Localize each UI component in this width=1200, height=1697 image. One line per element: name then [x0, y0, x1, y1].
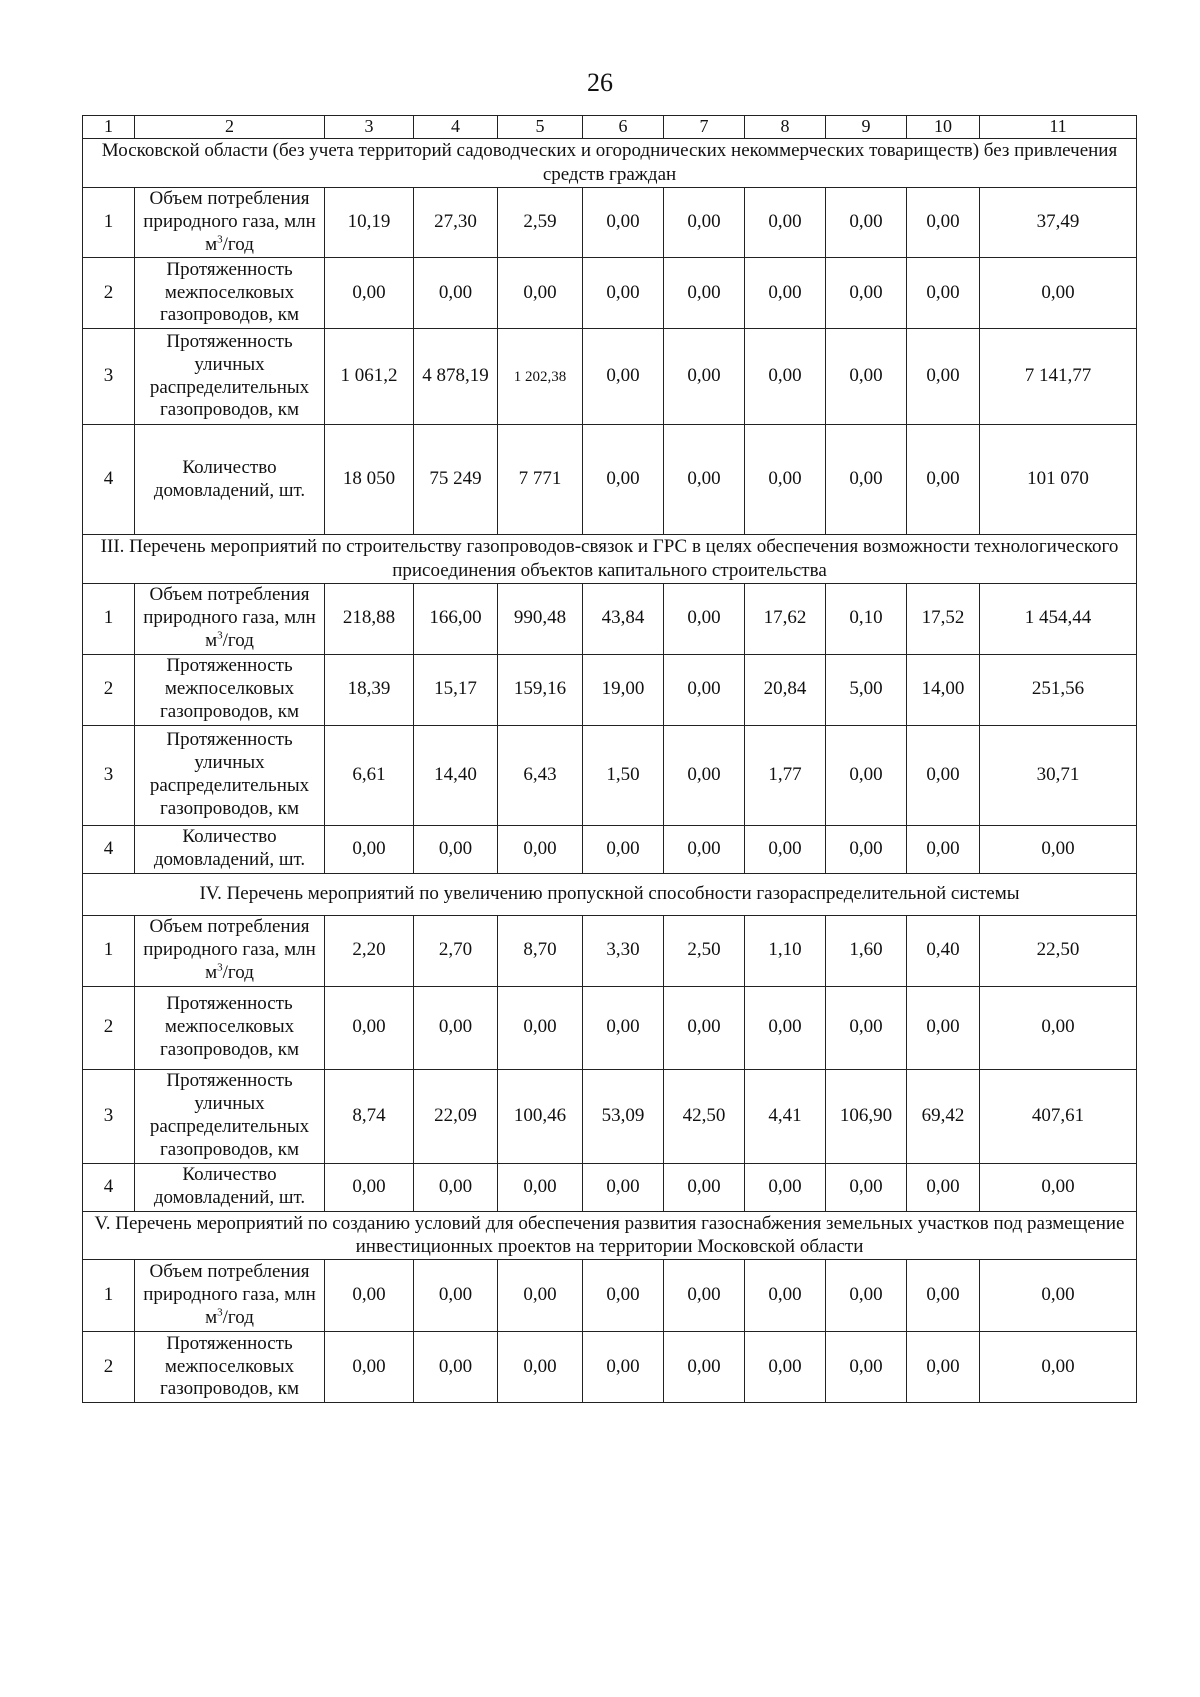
- value-cell: 0,00: [907, 986, 980, 1069]
- table-row: [83, 1260, 1137, 1332]
- value-cell: 0,00: [583, 329, 664, 425]
- indicator-name: Количество домовладений, шт.: [135, 825, 325, 873]
- value-cell: 22,50: [980, 915, 1137, 986]
- value-cell: 7 771: [498, 425, 583, 535]
- column-header: 10: [907, 116, 980, 139]
- indicator-label-text: Объем потребления природного газа, млн м: [143, 188, 316, 255]
- value-cell: 0,00: [498, 258, 583, 329]
- value-cell: 10,19: [325, 188, 414, 258]
- value-cell: 2,59: [498, 188, 583, 258]
- section-title: III. Перечень мероприятий по строительству газопроводов-связок и ГРС в целях обеспечения возможности технологического присоединения объектов капитального строительства: [83, 535, 1137, 584]
- value-cell: 0,00: [664, 1260, 745, 1332]
- value-cell: 18,39: [325, 654, 414, 725]
- value-cell: 8,74: [325, 1069, 414, 1163]
- value-cell: 0,00: [664, 825, 745, 873]
- value-cell: 0,00: [826, 425, 907, 535]
- row-number: 2: [83, 1332, 135, 1403]
- table-row: [83, 329, 1137, 425]
- value-cell: 1 454,44: [980, 583, 1137, 654]
- indicator-label-text: Объем потребления природного газа, млн м: [143, 584, 316, 651]
- unit-superscript: 3: [217, 961, 223, 974]
- row-number: 2: [83, 654, 135, 725]
- value-cell: 17,52: [907, 583, 980, 654]
- value-cell: 22,09: [414, 1069, 498, 1163]
- section-title: IV. Перечень мероприятий по увеличению пропускной способности газораспределительной системы: [83, 873, 1137, 915]
- value-cell: 0,00: [583, 425, 664, 535]
- value-cell: 8,70: [498, 915, 583, 986]
- value-cell: 0,00: [325, 986, 414, 1069]
- value-cell: 0,10: [826, 583, 907, 654]
- value-cell: 0,00: [980, 258, 1137, 329]
- column-header: 7: [664, 116, 745, 139]
- unit-superscript: 3: [217, 233, 223, 246]
- indicator-name: Протяженность уличных распределительных газопроводов, км: [135, 329, 325, 425]
- value-cell: 0,00: [583, 188, 664, 258]
- value-cell: 0,00: [498, 1332, 583, 1403]
- section-title-row: [83, 1211, 1137, 1260]
- value-cell: 0,00: [826, 329, 907, 425]
- indicator-label-unit: /год: [222, 961, 254, 983]
- value-cell: 407,61: [980, 1069, 1137, 1163]
- indicator-name: Количество домовладений, шт.: [135, 425, 325, 535]
- value-cell: 2,20: [325, 915, 414, 986]
- value-cell: 0,00: [664, 258, 745, 329]
- value-cell: 0,00: [325, 1163, 414, 1211]
- table-row: [83, 725, 1137, 825]
- value-cell: 990,48: [498, 583, 583, 654]
- table-row: [83, 1163, 1137, 1211]
- value-cell: 0,00: [414, 258, 498, 329]
- value-cell: 6,43: [498, 725, 583, 825]
- unit-superscript: 3: [217, 629, 223, 642]
- column-header: 11: [980, 116, 1137, 139]
- value-cell: 3,30: [583, 915, 664, 986]
- value-cell: 5,00: [826, 654, 907, 725]
- value-cell: 0,00: [980, 1260, 1137, 1332]
- value-cell: 0,00: [583, 1332, 664, 1403]
- value-cell: 0,00: [745, 986, 826, 1069]
- value-cell: 6,61: [325, 725, 414, 825]
- table-body: [83, 116, 1137, 1403]
- section-title-row: [83, 873, 1137, 915]
- value-cell: 0,00: [826, 986, 907, 1069]
- value-cell: 30,71: [980, 725, 1137, 825]
- value-cell: 20,84: [745, 654, 826, 725]
- table-row: [83, 583, 1137, 654]
- value-cell: 0,00: [325, 1260, 414, 1332]
- page-number: 26: [587, 68, 613, 97]
- value-cell: 0,00: [826, 1163, 907, 1211]
- indicator-name: [135, 915, 325, 986]
- table-row: [83, 915, 1137, 986]
- value-cell: 43,84: [583, 583, 664, 654]
- section-title-row: [83, 535, 1137, 584]
- value-cell: 0,00: [664, 986, 745, 1069]
- value-cell: 4,41: [745, 1069, 826, 1163]
- value-cell: 0,00: [664, 425, 745, 535]
- value-cell: 0,00: [745, 1260, 826, 1332]
- row-number: 4: [83, 825, 135, 873]
- table-row: [83, 425, 1137, 535]
- value-cell: 0,00: [745, 329, 826, 425]
- value-cell: 0,00: [907, 329, 980, 425]
- value-cell: 159,16: [498, 654, 583, 725]
- value-cell: 0,00: [745, 258, 826, 329]
- value-cell: 1 061,2: [325, 329, 414, 425]
- indicator-name: Протяженность межпоселковых газопроводов, км: [135, 654, 325, 725]
- column-header: 2: [135, 116, 325, 139]
- value-cell: 0,00: [907, 1332, 980, 1403]
- value-cell: 0,00: [745, 1163, 826, 1211]
- value-cell: 0,00: [414, 825, 498, 873]
- section-title-row: [83, 139, 1137, 188]
- value-cell: 0,00: [583, 258, 664, 329]
- section-title: V. Перечень мероприятий по созданию условий для обеспечения развития газоснабжения земельных участков под размещение инвестиционных проектов на территории Московской области: [83, 1211, 1137, 1260]
- column-header: 6: [583, 116, 664, 139]
- value-cell: 17,62: [745, 583, 826, 654]
- value-cell: 53,09: [583, 1069, 664, 1163]
- value-cell: 0,00: [583, 986, 664, 1069]
- value-cell: 0,00: [498, 825, 583, 873]
- value-cell: 1 202,38: [498, 329, 583, 425]
- value-cell: 0,40: [907, 915, 980, 986]
- value-cell: 0,00: [414, 1163, 498, 1211]
- value-cell: 0,00: [826, 188, 907, 258]
- value-cell: 37,49: [980, 188, 1137, 258]
- value-cell: 0,00: [907, 425, 980, 535]
- column-header: 3: [325, 116, 414, 139]
- value-cell: 0,00: [664, 654, 745, 725]
- row-number: 1: [83, 583, 135, 654]
- indicator-name: Протяженность уличных распределительных газопроводов, км: [135, 725, 325, 825]
- value-cell: 101 070: [980, 425, 1137, 535]
- value-cell: 0,00: [980, 1332, 1137, 1403]
- value-cell: 0,00: [664, 725, 745, 825]
- row-number: 2: [83, 258, 135, 329]
- value-cell: 0,00: [325, 1332, 414, 1403]
- unit-superscript: 3: [217, 1306, 223, 1319]
- table-row: [83, 825, 1137, 873]
- indicator-label-text: Объем потребления природного газа, млн м: [143, 916, 316, 983]
- value-cell: 4 878,19: [414, 329, 498, 425]
- row-number: 3: [83, 329, 135, 425]
- value-cell: 0,00: [907, 188, 980, 258]
- value-cell: 18 050: [325, 425, 414, 535]
- indicator-name: Протяженность межпоселковых газопроводов, км: [135, 1332, 325, 1403]
- value-cell: 0,00: [498, 1260, 583, 1332]
- value-cell: 0,00: [826, 1260, 907, 1332]
- value-cell: 75 249: [414, 425, 498, 535]
- value-cell: 15,17: [414, 654, 498, 725]
- value-cell: 0,00: [907, 1163, 980, 1211]
- value-cell: 0,00: [745, 825, 826, 873]
- value-cell: 0,00: [907, 725, 980, 825]
- value-cell: 1,60: [826, 915, 907, 986]
- row-number: 1: [83, 188, 135, 258]
- value-cell: 0,00: [826, 258, 907, 329]
- indicator-name: [135, 583, 325, 654]
- value-cell: 0,00: [325, 258, 414, 329]
- row-number: 3: [83, 725, 135, 825]
- value-cell: 0,00: [583, 825, 664, 873]
- column-header: 5: [498, 116, 583, 139]
- value-cell: 0,00: [980, 825, 1137, 873]
- indicator-name: Количество домовладений, шт.: [135, 1163, 325, 1211]
- table-row: [83, 188, 1137, 258]
- column-header: 1: [83, 116, 135, 139]
- column-header: 9: [826, 116, 907, 139]
- value-cell: 1,50: [583, 725, 664, 825]
- table-row: [83, 258, 1137, 329]
- value-cell: 0,00: [980, 1163, 1137, 1211]
- value-cell: 0,00: [498, 1163, 583, 1211]
- value-cell: 0,00: [664, 1332, 745, 1403]
- value-cell: 0,00: [414, 1332, 498, 1403]
- table-row: [83, 654, 1137, 725]
- value-cell: 69,42: [907, 1069, 980, 1163]
- table-row: [83, 1069, 1137, 1163]
- indicator-name: Протяженность межпоселковых газопроводов, км: [135, 258, 325, 329]
- column-number-row: [83, 116, 1137, 139]
- row-number: 4: [83, 425, 135, 535]
- value-cell: 100,46: [498, 1069, 583, 1163]
- value-cell: 0,00: [826, 1332, 907, 1403]
- value-cell: 2,50: [664, 915, 745, 986]
- value-cell: 19,00: [583, 654, 664, 725]
- row-number: 1: [83, 1260, 135, 1332]
- indicator-label-unit: /год: [222, 629, 254, 651]
- value-cell: 0,00: [907, 258, 980, 329]
- value-cell: 0,00: [664, 188, 745, 258]
- value-cell: 0,00: [583, 1163, 664, 1211]
- value-cell: 0,00: [664, 583, 745, 654]
- value-cell: 7 141,77: [980, 329, 1137, 425]
- row-number: 4: [83, 1163, 135, 1211]
- value-cell: 0,00: [583, 1260, 664, 1332]
- measures-table: [82, 115, 1137, 1403]
- row-number: 2: [83, 986, 135, 1069]
- value-cell: 42,50: [664, 1069, 745, 1163]
- row-number: 1: [83, 915, 135, 986]
- value-cell: 14,00: [907, 654, 980, 725]
- value-cell: 251,56: [980, 654, 1137, 725]
- table-row: [83, 1332, 1137, 1403]
- value-cell: 0,00: [745, 188, 826, 258]
- value-cell: 0,00: [325, 825, 414, 873]
- value-cell: 1,10: [745, 915, 826, 986]
- value-cell: 0,00: [907, 1260, 980, 1332]
- value-cell: 14,40: [414, 725, 498, 825]
- value-cell: 166,00: [414, 583, 498, 654]
- table-row: [83, 986, 1137, 1069]
- value-cell: 0,00: [745, 425, 826, 535]
- indicator-label-unit: /год: [222, 1306, 254, 1328]
- value-cell: 0,00: [414, 986, 498, 1069]
- value-cell: 0,00: [980, 986, 1137, 1069]
- indicator-label-unit: /год: [222, 233, 254, 255]
- value-cell: 0,00: [907, 825, 980, 873]
- value-cell: 27,30: [414, 188, 498, 258]
- value-cell: 0,00: [664, 329, 745, 425]
- section-title: Московской области (без учета территорий садоводческих и огороднических некоммерческих товариществ) без привлечения средств граждан: [83, 139, 1137, 188]
- indicator-name: [135, 1260, 325, 1332]
- value-cell: 0,00: [826, 825, 907, 873]
- value-cell: 0,00: [745, 1332, 826, 1403]
- indicator-name: [135, 188, 325, 258]
- row-number: 3: [83, 1069, 135, 1163]
- column-header: 8: [745, 116, 826, 139]
- value-cell: 106,90: [826, 1069, 907, 1163]
- indicator-name: Протяженность уличных распределительных газопроводов, км: [135, 1069, 325, 1163]
- value-cell: 0,00: [414, 1260, 498, 1332]
- indicator-label-text: Объем потребления природного газа, млн м: [143, 1261, 316, 1328]
- value-cell: 2,70: [414, 915, 498, 986]
- value-cell: 0,00: [826, 725, 907, 825]
- value-cell: 218,88: [325, 583, 414, 654]
- indicator-name: Протяженность межпоселковых газопроводов, км: [135, 986, 325, 1069]
- value-cell: 0,00: [498, 986, 583, 1069]
- column-header: 4: [414, 116, 498, 139]
- value-cell: 1,77: [745, 725, 826, 825]
- value-cell: 0,00: [664, 1163, 745, 1211]
